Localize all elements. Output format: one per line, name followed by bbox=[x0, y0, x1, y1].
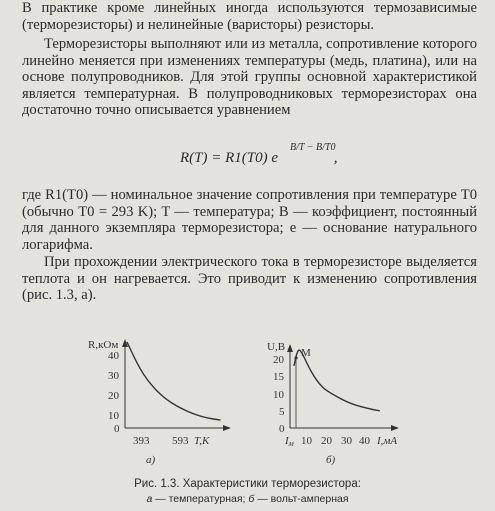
paragraph-heating: При прохождении электрического тока в терморезисторе выделяется теплота и он нагревается. Это приводит к изменению сопротивления (рис. 1.3, а). bbox=[22, 254, 477, 304]
figure-caption-legend bbox=[0, 493, 495, 505]
chart-a-ytick-4: 10 bbox=[108, 410, 119, 422]
chart-a bbox=[88, 339, 231, 466]
chart-b-xtick-40: 40 bbox=[359, 435, 370, 447]
equation-main: R(T) = R1(T0) e bbox=[180, 150, 279, 166]
chart-a-ylabel: R,кОм bbox=[88, 339, 119, 351]
chart-a-ytick-1: 40 bbox=[108, 350, 119, 362]
chart-a-sublabel: а) bbox=[146, 454, 156, 466]
chart-b-xtick-10: 10 bbox=[301, 435, 312, 447]
chart-b bbox=[267, 341, 399, 466]
caption-b-letter: б bbox=[248, 493, 255, 505]
chart-b-ylabel: U,В bbox=[267, 341, 286, 353]
chart-a-xtick-1: 393 bbox=[133, 435, 150, 447]
chart-b-sublabel: б) bbox=[326, 454, 336, 466]
chart-a-ytick-3: 20 bbox=[108, 390, 119, 402]
chart-a-curve bbox=[127, 342, 220, 420]
chart-a-xlabel: T,K bbox=[194, 435, 210, 447]
paragraph-definitions: где R1(T0) — номинальное значение сопротивления при температуре T0 (обычно T0 = 293 K); T — температура; B — коэффициент, постоянный для данного экземпляра терморезистора; e — основание натурального логарифма. bbox=[22, 187, 477, 253]
chart-a-x-arrow bbox=[223, 425, 231, 431]
chart-b-curve bbox=[294, 350, 380, 411]
chart-b-ytick-1: 20 bbox=[273, 354, 284, 366]
chart-b-ytick-4: 5 bbox=[279, 406, 285, 418]
chart-b-ytick-5: 0 bbox=[279, 423, 285, 435]
chart-b-point-label: M bbox=[301, 347, 311, 359]
chart-b-ytick-3: 10 bbox=[273, 389, 284, 401]
chart-b-ytick-2: 15 bbox=[273, 371, 284, 383]
chart-a-ytick-5: 0 bbox=[114, 423, 120, 435]
chart-b-y-arrow bbox=[287, 344, 293, 352]
chart-b-xlabel: I,мА bbox=[377, 435, 398, 447]
caption-a-text: — температурная; bbox=[152, 493, 249, 505]
chart-b-xtick-im: Iм bbox=[285, 435, 294, 448]
chart-b-xtick-30: 30 bbox=[341, 435, 352, 447]
paragraph-thermistors: Терморезисторы выполняют или из металла, сопротивление которого линейно меняется при изменениях температуры (медь, платина), или на основе полупроводников. Для этой группы основной характеристикой является температурная. В полупроводниковых терморезисторах она достаточно точно описывается уравнением bbox=[22, 36, 477, 119]
chart-b-x-arrow bbox=[391, 425, 399, 431]
figure-caption-title: Рис. 1.3. Характеристики терморезистора: bbox=[134, 478, 361, 490]
chart-b-xtick-20: 20 bbox=[321, 435, 332, 447]
paragraph-intro: В практике кроме линейных иногда используются термозависимые (терморезисторы) и нелинейные (варисторы) резисторы. bbox=[22, 0, 477, 33]
equation-tail: , bbox=[333, 150, 338, 166]
caption-a-letter: а bbox=[146, 493, 153, 505]
caption-b-text: — вольт-амперная bbox=[254, 493, 349, 505]
equation-exponent: B/T − B/T0 bbox=[290, 142, 336, 153]
chart-a-xtick-2: 593 bbox=[172, 435, 189, 447]
chart-a-ytick-2: 30 bbox=[108, 370, 119, 382]
